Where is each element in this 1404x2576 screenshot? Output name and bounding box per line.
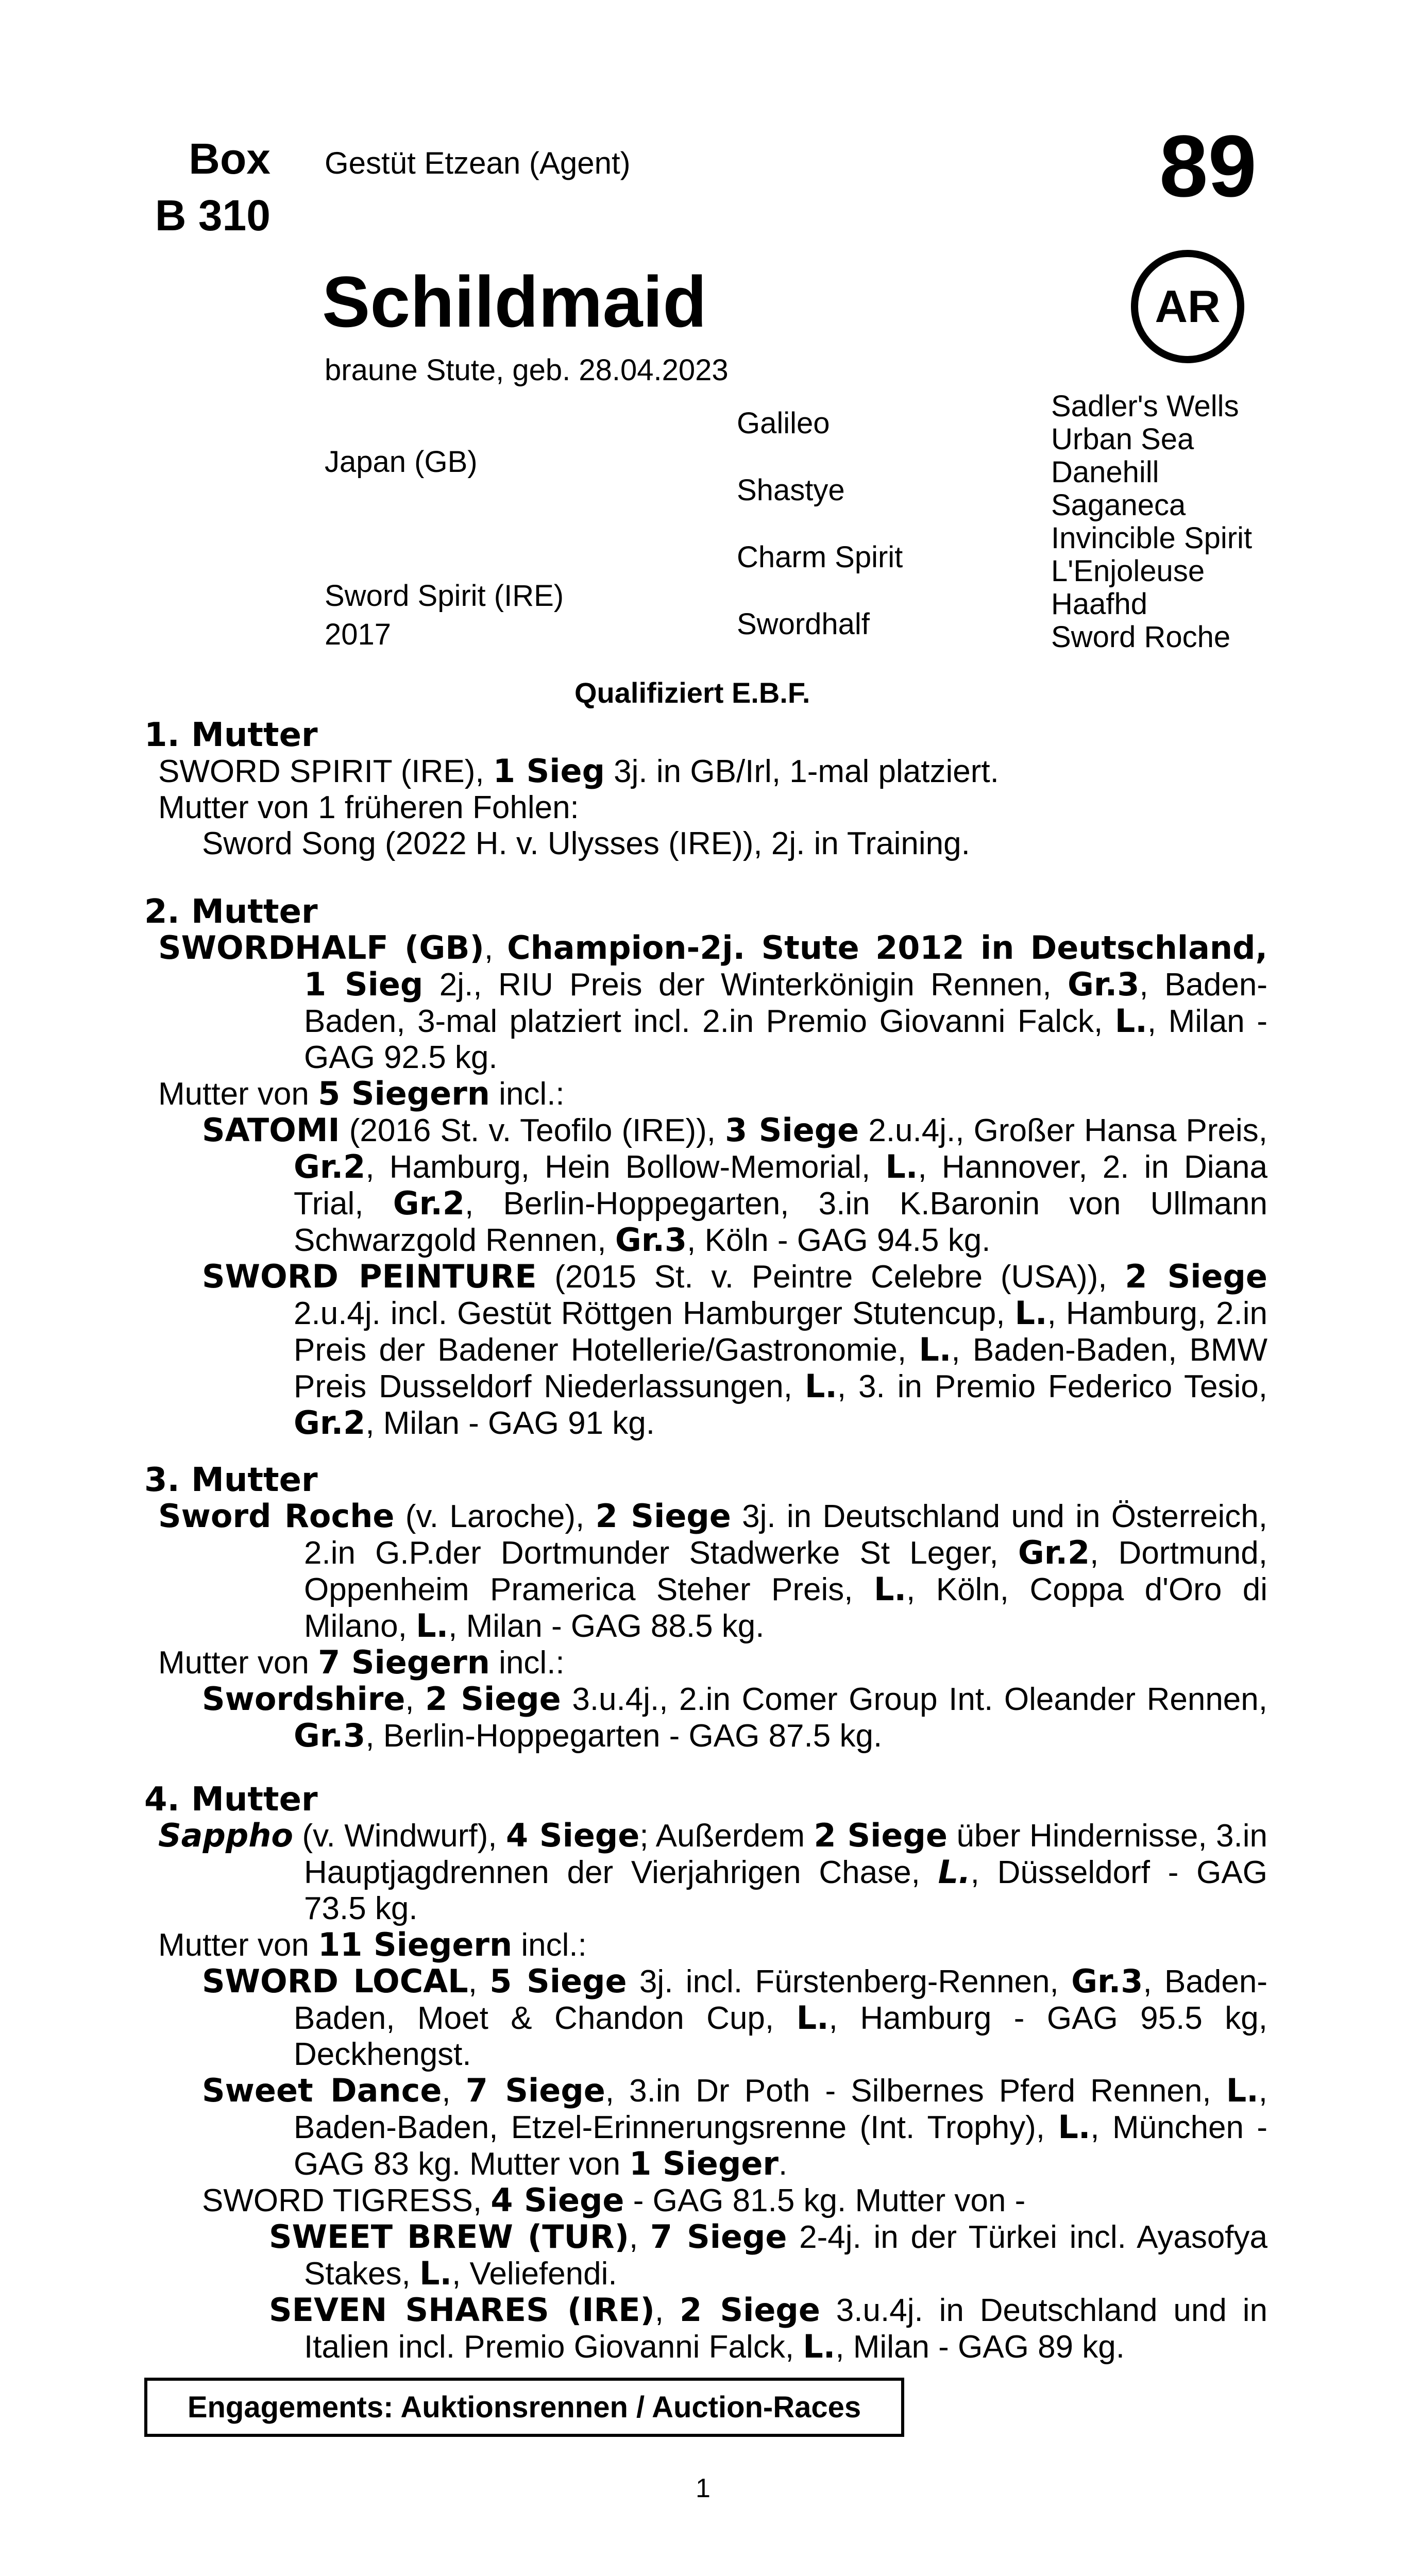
- pedigree-dam-sire: Charm Spirit: [737, 540, 903, 574]
- page-number: 1: [696, 2473, 711, 2503]
- pedigree-ggp-7: Haafhd: [1051, 587, 1148, 621]
- pedigree-ggp-list: [1051, 390, 1252, 654]
- pedigree-dam: Sword Spirit (IRE): [325, 579, 564, 613]
- produce-entry: SWORD LOCAL, 5 Siege 3j. incl. Fürstenberg-Rennen, Gr.3, Baden-Baden, Moet & Chandon Cup, L., Hamburg - GAG 95.5 kg, Deckhengst.: [202, 1962, 1267, 2072]
- dam-entry: Sword Roche (v. Laroche), 2 Siege 3j. in Deutschland und in Österreich, 2.in G.P.der Dortmunder Stadwerke St Leger, Gr.2, Dortmund, Oppenheim Pramerica Steher Preis, L., Köln, Coppa d'Oro di Milano, L., Milan - GAG 88.5 kg.: [158, 1497, 1267, 1645]
- pedigree-sire-sire: Galileo: [737, 406, 830, 440]
- produce-intro: Mutter von 5 Siegern incl.:: [158, 1075, 565, 1112]
- produce-entry: SATOMI (2016 St. v. Teofilo (IRE)), 3 Siege 2.u.4j., Großer Hansa Preis, Gr.2, Hamburg, Hein Bollow-Memorial, L., Hannover, 2. in Diana Trial, Gr.2, Berlin-Hoppegarten, 3.in K.Baronin von Ullmann Schwarzgold Rennen, Gr.3, Köln - GAG 94.5 kg.: [202, 1111, 1267, 1259]
- box-label: Box: [189, 134, 270, 183]
- pedigree-dam-dam: Swordhalf: [737, 607, 870, 641]
- produce-entry: SWORD TIGRESS, 4 Siege - GAG 81.5 kg. Mutter von -: [202, 2181, 1026, 2219]
- produce-entry: Sword Song (2022 H. v. Ulysses (IRE)), 2j. in Training.: [202, 826, 970, 861]
- section-mutter-2: [144, 894, 1267, 1442]
- pedigree-dam-year: 2017: [325, 618, 392, 651]
- section-mutter-1: [144, 717, 1267, 862]
- dam-entry: Sappho (v. Windwurf), 4 Siege; Außerdem 2 Siege über Hindernisse, 3.in Hauptjagdrennen der Vierjahrigen Chase, L., Düsseldorf - GAG 73.5 kg.: [158, 1817, 1267, 1926]
- section-heading: 2. Mutter: [144, 893, 318, 931]
- produce-entry: Swordshire, 2 Siege 3.u.4j., 2.in Comer Group Int. Oleander Rennen, Gr.3, Berlin-Hoppegarten - GAG 87.5 kg.: [202, 1680, 1267, 1754]
- qualification: Qualifiziert E.B.F.: [574, 676, 810, 709]
- produce-entry: SWORD PEINTURE (2015 St. v. Peintre Celebre (USA)), 2 Siege 2.u.4j. incl. Gestüt Röttgen Hamburger Stutencup, L., Hamburg, 2.in Preis der Badener Hotellerie/Gastronomie, L., Baden-Baden, BMW Preis Dusseldorf Niederlassungen, L., 3. in Premio Federico Tesio, Gr.2, Milan - GAG 91 kg.: [202, 1258, 1268, 1442]
- produce-intro: Mutter von 1 früheren Fohlen:: [158, 790, 579, 825]
- horse-name: Schildmaid: [322, 261, 707, 342]
- dam-entry: SWORD SPIRIT (IRE), 1 Sieg 3j. in GB/Irl, 1-mal platziert.: [158, 752, 999, 790]
- box-number: B 310: [155, 191, 270, 240]
- pedigree-ggp-2: Urban Sea: [1051, 422, 1194, 456]
- dam-entry: SWORDHALF (GB), Champion-2j. Stute 2012 in Deutschland, 1 Sieg 2j., RIU Preis der Winterkönigin Rennen, Gr.3, Baden-Baden, 3-mal platziert incl. 2.in Premio Giovanni Falck, L., Milan - GAG 92.5 kg.: [158, 929, 1268, 1075]
- produce-entry: Sweet Dance, 7 Siege, 3.in Dr Poth - Silbernes Pferd Rennen, L., Baden-Baden, Etzel-Erinnerungsrenne (Int. Trophy), L., München - GAG 83 kg. Mutter von 1 Sieger.: [202, 2072, 1267, 2182]
- pedigree-ggp-6: L'Enjoleuse: [1051, 554, 1205, 588]
- pedigree-ggp-8: Sword Roche: [1051, 620, 1231, 654]
- pedigree-sire: Japan (GB): [325, 445, 478, 479]
- grand-produce-entry: SWEET BREW (TUR), 7 Siege 2-4j. in der Türkei incl. Ayasofya Stakes, L., Veliefendi.: [269, 2218, 1268, 2292]
- ar-badge: AR: [1131, 250, 1244, 363]
- pedigree-ggp-1: Sadler's Wells: [1051, 389, 1239, 423]
- lot-number: 89: [1159, 117, 1257, 215]
- engagements-box: Engagements: Auktionsrennen / Auction-Races: [144, 2378, 904, 2437]
- produce-intro: Mutter von 11 Siegern incl.:: [158, 1926, 587, 1963]
- pedigree-sire-dam: Shastye: [737, 473, 845, 507]
- horse-description: braune Stute, geb. 28.04.2023: [325, 353, 729, 387]
- section-heading: 4. Mutter: [144, 1781, 318, 1819]
- pedigree-ggp-3: Danehill: [1051, 455, 1159, 489]
- agent: Gestüt Etzean (Agent): [325, 146, 631, 180]
- section-mutter-3: [144, 1462, 1267, 1754]
- section-mutter-4: [144, 1782, 1267, 2365]
- section-heading: 3. Mutter: [144, 1461, 318, 1499]
- pedigree-ggp-4: Saganeca: [1051, 488, 1186, 522]
- produce-intro: Mutter von 7 Siegern incl.:: [158, 1643, 565, 1681]
- pedigree-ggp-5: Invincible Spirit: [1051, 521, 1253, 555]
- section-heading: 1. Mutter: [144, 716, 318, 754]
- grand-produce-entry: SEVEN SHARES (IRE), 2 Siege 3.u.4j. in Deutschland und in Italien incl. Premio Giovanni Falck, L., Milan - GAG 89 kg.: [269, 2291, 1267, 2365]
